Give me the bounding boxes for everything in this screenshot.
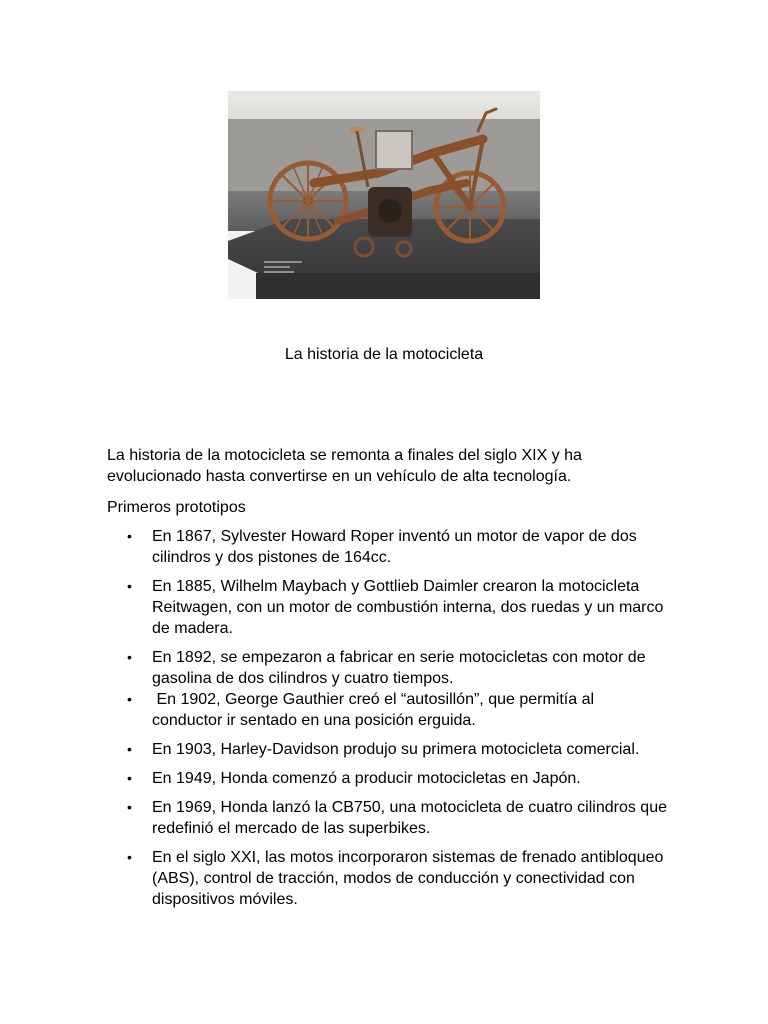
list-item-text: En 1949, Honda comenzó a producir motocicletas en Japón. [152,770,581,787]
bullet-icon: • [127,528,132,544]
bullet-icon: • [127,649,132,665]
document-title: La historia de la motocicleta [284,346,484,363]
document-body [107,445,667,918]
list-item-text: En 1885, Wilhelm Maybach y Gottlieb Daimler crearon la motocicleta Reitwagen, con un motor de combustión interna, dos ruedas y un marco de madera. [152,578,664,637]
bullet-icon: • [127,849,132,865]
bullet-icon: • [127,741,132,757]
list-item-text: En 1903, Harley-Davidson produjo su primera motocicleta comercial. [152,741,640,758]
bullet-icon: • [127,799,132,815]
bullet-icon: • [127,578,132,594]
intro-paragraph: La historia de la motocicleta se remonta a finales del siglo XIX y ha evolucionado hasta convertirse en un vehículo de alta tecnología. [107,447,582,485]
section-heading: Primeros prototipos [107,499,246,516]
list-item [107,576,667,639]
motorcycle-photo [228,91,540,299]
timeline-list [107,526,667,910]
bullet-icon: • [127,770,132,786]
list-item [107,689,667,731]
reitwagen-illustration [228,91,540,299]
list-item-text: En 1969, Honda lanzó la CB750, una motocicleta de cuatro cilindros que redefinió el mercado de las superbikes. [152,799,667,837]
list-item-text: En 1902, George Gauthier creó el “autosillón”, que permitía al conductor ir sentado en una posición erguida. [152,691,599,729]
list-item [107,847,667,910]
list-item-text: En 1867, Sylvester Howard Roper inventó un motor de vapor de dos cilindros y dos pistones de 164cc. [152,528,637,566]
bullet-icon: • [127,691,132,707]
list-item [107,739,667,760]
list-item [107,526,667,568]
list-item [107,647,667,689]
list-item-text: En 1892, se empezaron a fabricar en serie motocicletas con motor de gasolina de dos cilindros y cuatro tiempos. [152,649,646,687]
list-item [107,768,667,789]
list-item [107,797,667,839]
list-item-text: En el siglo XXI, las motos incorporaron sistemas de frenado antibloqueo (ABS), control de tracción, modos de conducción y conectividad con dispositivos móviles. [152,849,664,908]
rear-wheel [270,163,346,239]
